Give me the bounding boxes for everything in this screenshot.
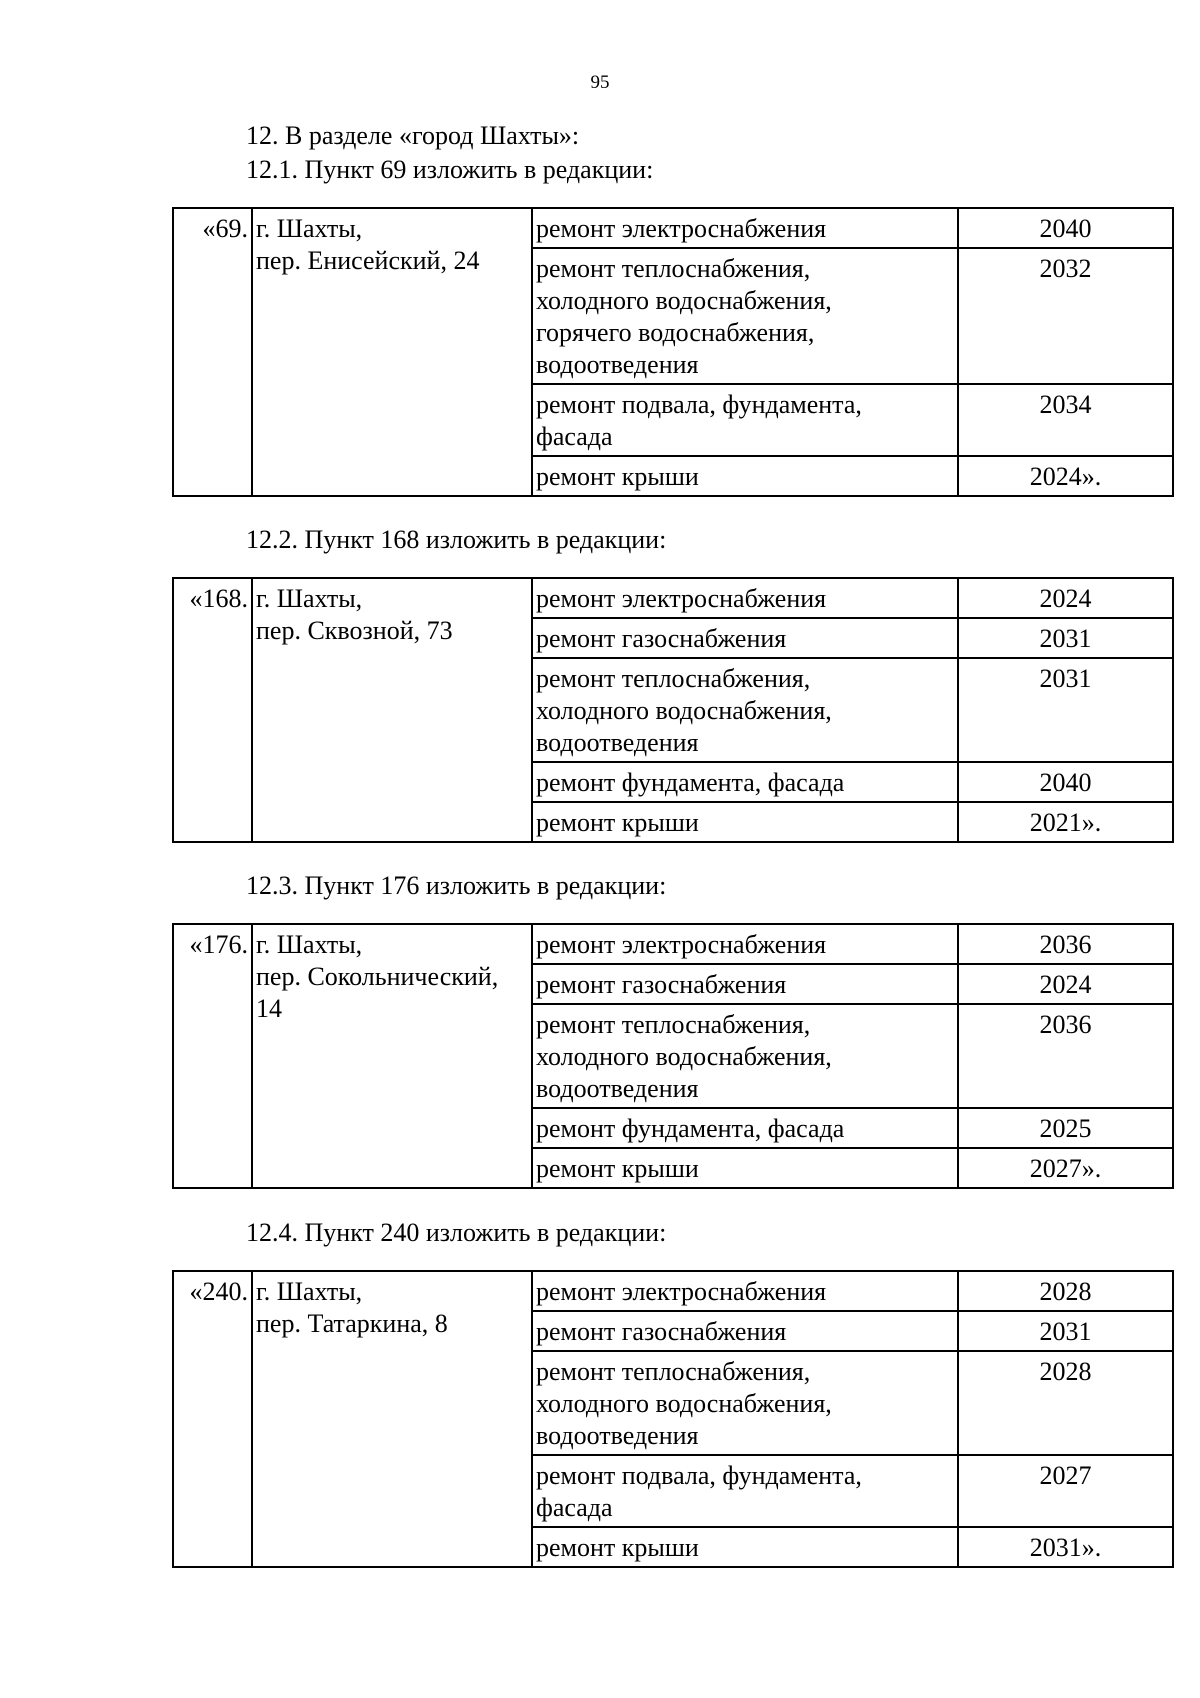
section-heading: 12. В разделе «город Шахты»: <box>246 121 580 150</box>
work-name-text: ремонт теплоснабжения, холодного водоснабжения, горячего водоснабжения, водоотведения <box>536 254 832 379</box>
work-name: ремонт электроснабжения <box>532 208 958 248</box>
work-name: ремонт газоснабжения <box>532 1311 958 1351</box>
work-year: 2036 <box>958 1004 1173 1108</box>
item-number: «69. <box>173 208 252 496</box>
item-address <box>252 578 532 842</box>
work-year: 2028 <box>958 1351 1173 1455</box>
work-year: 2031». <box>958 1527 1173 1567</box>
work-name-text: ремонт подвала, фундамента, фасада <box>536 1461 862 1522</box>
table-row <box>173 578 1173 618</box>
work-name <box>532 1351 958 1455</box>
address-street: пер. Татаркина, 8 <box>256 1309 448 1338</box>
work-name: ремонт электроснабжения <box>532 1271 958 1311</box>
item-table-176 <box>172 923 1174 1189</box>
work-name: ремонт газоснабжения <box>532 964 958 1004</box>
subsection-heading: 12.3. Пункт 176 изложить в редакции: <box>246 871 667 900</box>
work-name: ремонт электроснабжения <box>532 578 958 618</box>
address-street: пер. Сквозной, 73 <box>256 616 453 645</box>
work-year: 2040 <box>958 762 1173 802</box>
work-name: ремонт фундамента, фасада <box>532 762 958 802</box>
subsection-heading: 12.4. Пункт 240 изложить в редакции: <box>246 1218 667 1247</box>
item-number: «168. <box>173 578 252 842</box>
work-year: 2024 <box>958 578 1173 618</box>
item-address <box>252 924 532 1188</box>
work-name <box>532 658 958 762</box>
work-name-text: ремонт теплоснабжения, холодного водоснабжения, водоотведения <box>536 1010 832 1103</box>
work-year: 2034 <box>958 384 1173 456</box>
item-address <box>252 1271 532 1567</box>
work-year: 2031 <box>958 618 1173 658</box>
work-name: ремонт фундамента, фасада <box>532 1108 958 1148</box>
work-name <box>532 1004 958 1108</box>
work-name <box>532 384 958 456</box>
subsection-heading: 12.1. Пункт 69 изложить в редакции: <box>246 155 654 184</box>
work-year: 2028 <box>958 1271 1173 1311</box>
address-street: пер. Енисейский, 24 <box>256 246 480 275</box>
address-street: пер. Сокольнический, 14 <box>256 962 499 1023</box>
work-name-text: ремонт подвала, фундамента, фасада <box>536 390 862 451</box>
work-year: 2040 <box>958 208 1173 248</box>
item-number: «176. <box>173 924 252 1188</box>
item-number: «240. <box>173 1271 252 1567</box>
work-year: 2027». <box>958 1148 1173 1188</box>
work-name <box>532 248 958 384</box>
page-number: 95 <box>590 72 610 93</box>
work-name: ремонт газоснабжения <box>532 618 958 658</box>
work-name: ремонт крыши <box>532 1527 958 1567</box>
item-address <box>252 208 532 496</box>
address-city: г. Шахты, <box>256 584 363 613</box>
work-name: ремонт электроснабжения <box>532 924 958 964</box>
work-year: 2032 <box>958 248 1173 384</box>
work-year: 2031 <box>958 658 1173 762</box>
work-name-text: ремонт теплоснабжения, холодного водоснабжения, водоотведения <box>536 664 832 757</box>
work-year: 2031 <box>958 1311 1173 1351</box>
item-table-168 <box>172 577 1174 843</box>
work-year: 2024». <box>958 456 1173 496</box>
table-row <box>173 924 1173 964</box>
work-name: ремонт крыши <box>532 802 958 842</box>
item-table-69 <box>172 207 1174 497</box>
work-name: ремонт крыши <box>532 456 958 496</box>
work-name-text: ремонт теплоснабжения, холодного водоснабжения, водоотведения <box>536 1357 832 1450</box>
address-city: г. Шахты, <box>256 930 363 959</box>
address-city: г. Шахты, <box>256 1277 363 1306</box>
table-row <box>173 1271 1173 1311</box>
work-year: 2021». <box>958 802 1173 842</box>
work-name <box>532 1455 958 1527</box>
table-row <box>173 208 1173 248</box>
work-year: 2024 <box>958 964 1173 1004</box>
work-year: 2025 <box>958 1108 1173 1148</box>
work-year: 2027 <box>958 1455 1173 1527</box>
subsection-heading: 12.2. Пункт 168 изложить в редакции: <box>246 525 667 554</box>
work-name: ремонт крыши <box>532 1148 958 1188</box>
work-year: 2036 <box>958 924 1173 964</box>
item-table-240 <box>172 1270 1174 1568</box>
address-city: г. Шахты, <box>256 214 363 243</box>
